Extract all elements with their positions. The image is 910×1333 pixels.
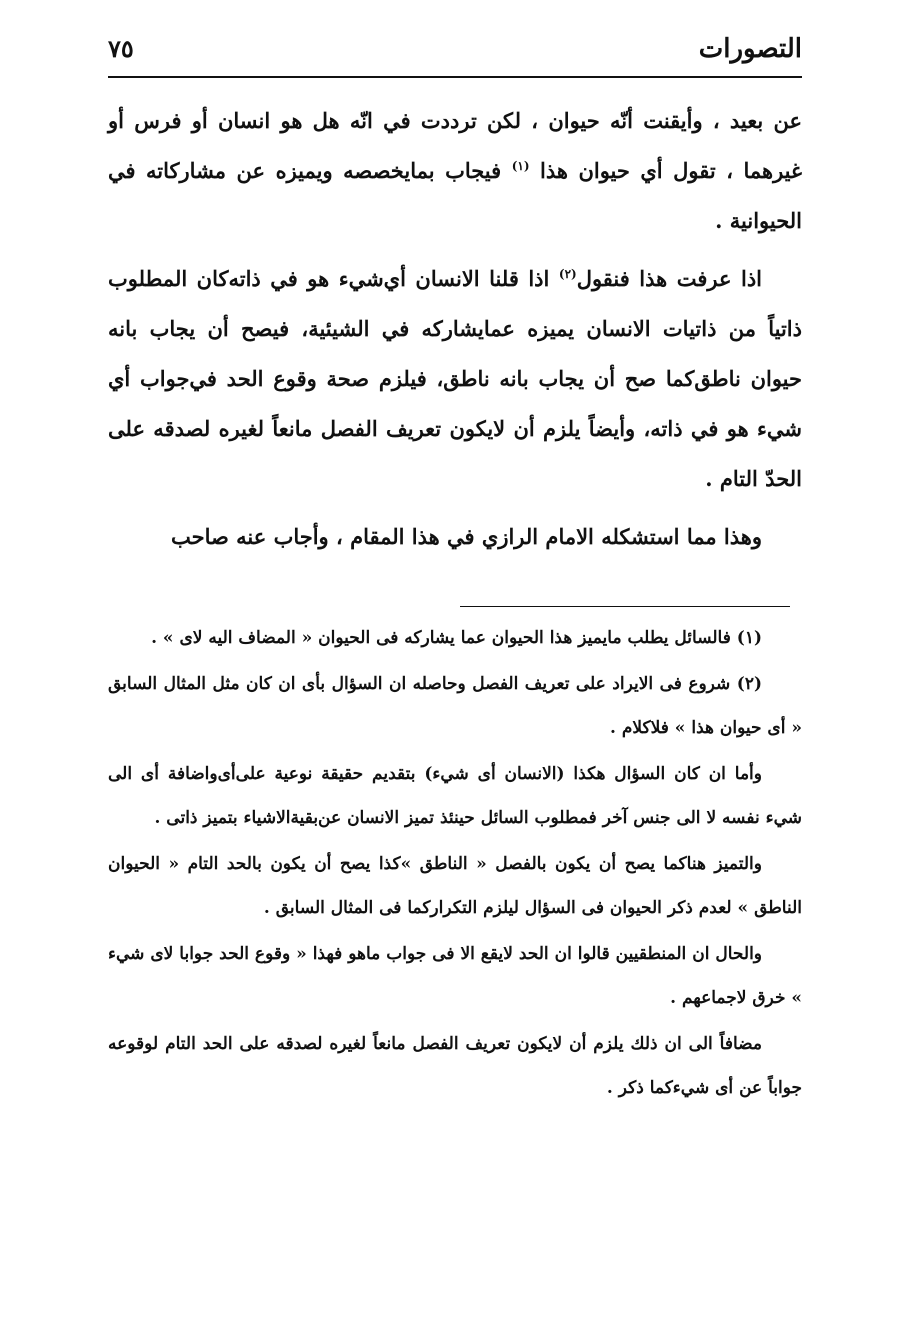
footnotes (108, 616, 802, 1112)
running-header (108, 28, 802, 72)
running-title: التصورات (698, 34, 802, 64)
paragraph-2-head: اذا عرفت هذا فنقول (576, 266, 763, 291)
footnote-ref-1: (١) (511, 159, 530, 173)
page-number: ٧٥ (108, 34, 134, 63)
footnote-2d: والحال ان المنطقيين قالوا ان الحد لايقع الا فى جواب ماهو فهذا « وقوع الحد جوابا لاى شيء » خرق لاجماعهم . (108, 944, 802, 1008)
header-rule (108, 76, 802, 78)
footnote-2a: (٢) شروع فى الايراد على تعريف الفصل وحاصله ان السؤال بأى ان كان مثل المثال السابق « أى حيوان هذا » فلاكلام . (108, 674, 802, 738)
footnote-ref-2: (٢) (558, 267, 577, 281)
paragraph-2 (108, 254, 802, 504)
footnote-2c: والتميز هناكما يصح أن يكون بالفصل « الناطق »كذا يصح أن يكون بالحد التام « الحيوان الناطق » لعدم ذكر الحيوان فى السؤال ليلزم التكراركما فى المثال السابق . (108, 854, 802, 918)
footnote-2e: مضافاً الى ان ذلك يلزم أن لايكون تعريف الفصل مانعاً لغيره لصدقه على الحد التام لوقوعه جواباً عن أى شيءكما ذكر . (108, 1034, 802, 1098)
paragraph-1 (108, 96, 802, 246)
paragraph-1-text: عن بعيد ، وأيقنت أنّه حيوان ، لكن ترددت في انّه هل هو انسان أو فرس أو غيرهما ، تقول أي حيوان هذا (108, 108, 802, 183)
paragraph-2-text: اذا قلنا الانسان أي‌شيء هو في ذاته‌كان المطلوب ذاتياً من ذاتيات الانسان يميزه عمايشاركه في الشيئية، فيصح أن يجاب بانه حيوان ناطق‌كما صح أن يجاب بانه ناطق، فيلزم صحة وقوع الحد في‌جواب أي شيء هو في ذاته، وأيضاً يلزم أن لايكون تعريف الفصل مانعاً لغيره لصدقه على الحدّ التام . (108, 266, 802, 491)
paragraph-3: وهذا مما استشكله الامام الرازي في هذا المقام ، وأجاب عنه صاحب (170, 524, 762, 549)
main-text (108, 96, 802, 570)
footnote-2b: وأما ان كان السؤال هكذا (الانسان أى شيء) بتقديم حقيقة نوعية على‌أى‌واضافة أى الى شيء نفسه لا الى جنس آخر فمطلوب السائل حينئذ تميز الانسان عن‌بقية‌الاشياء بتميز ذاتى . (108, 764, 802, 828)
footnote-separator (460, 606, 790, 607)
footnote-1: (١) فالسائل يطلب مايميز هذا الحيوان عما يشاركه فى الحيوان « المضاف اليه لاى » . (151, 628, 762, 648)
paragraph-1-tail: فيجاب بمايخصصه ويميزه عن مشاركاته في الحيوانية . (108, 158, 802, 233)
